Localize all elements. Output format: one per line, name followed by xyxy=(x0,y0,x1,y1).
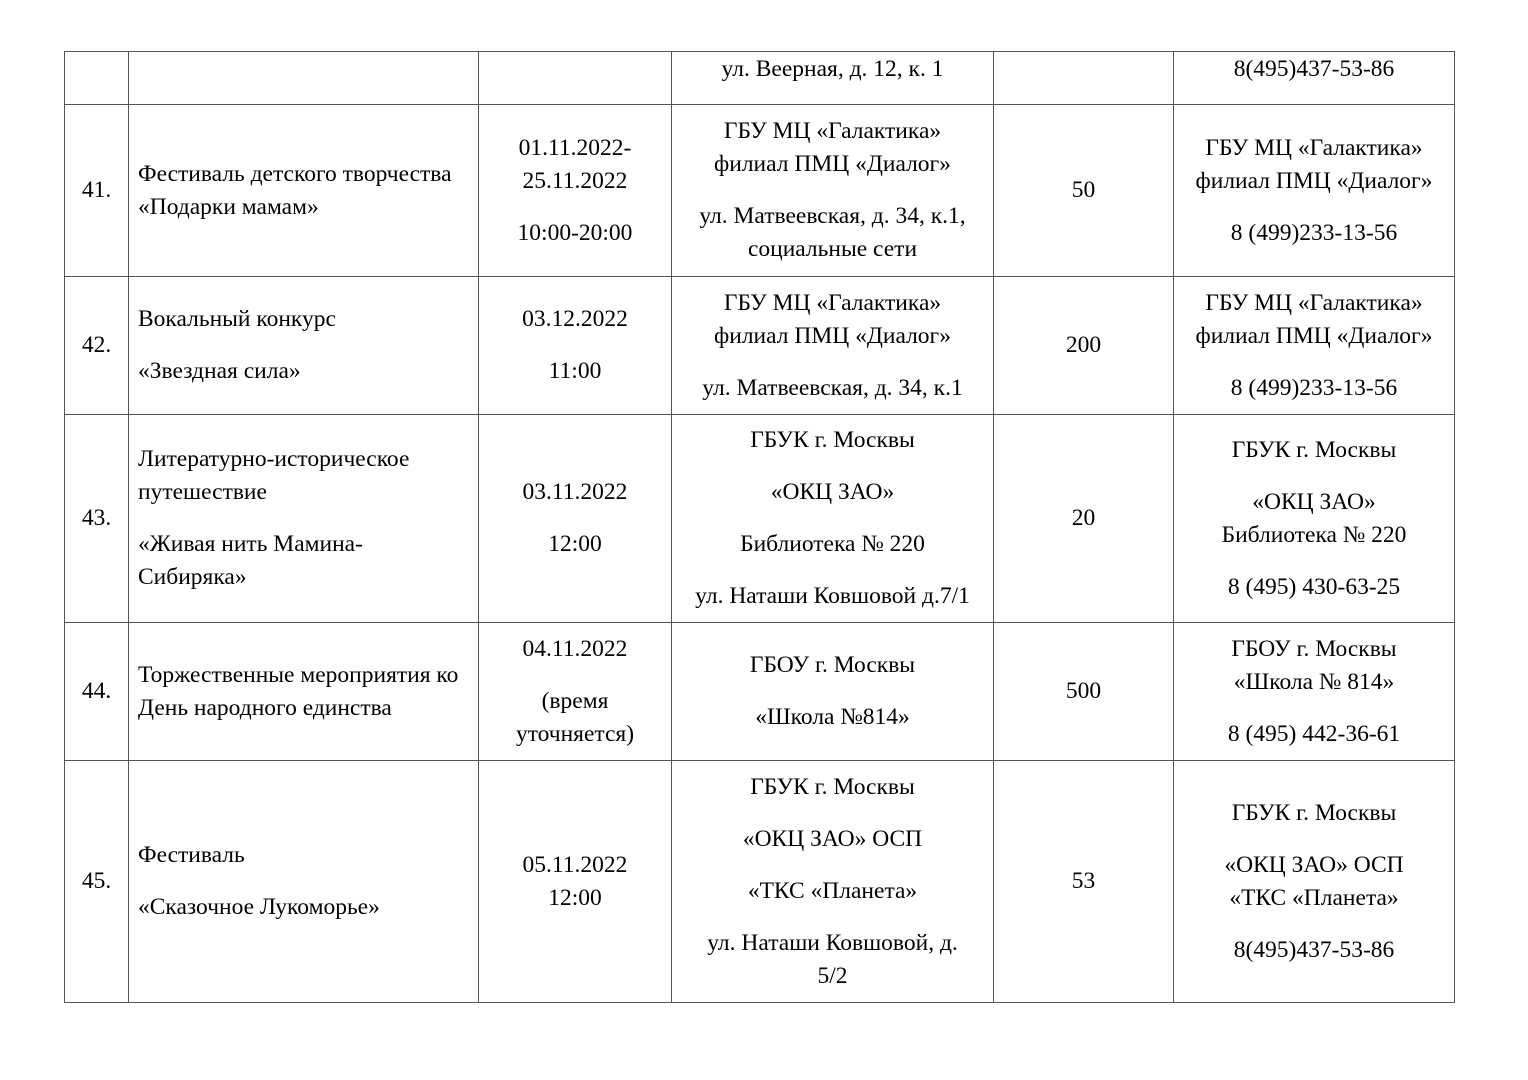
place-line: ГБУ МЦ «Галактика» филиал ПМЦ «Диалог» xyxy=(714,289,951,349)
row-number: 43. xyxy=(65,415,129,623)
event-date xyxy=(479,415,672,623)
table-row xyxy=(65,623,1455,761)
name-line: Торжественные мероприятия ко День народного единства xyxy=(138,661,459,721)
place-line: «ТКС «Планета» xyxy=(747,877,918,904)
table-row xyxy=(65,105,1455,277)
event-place xyxy=(672,277,994,415)
row-number xyxy=(65,52,129,105)
event-place xyxy=(672,415,994,623)
organizer-line: 8(495)437-53-86 xyxy=(1233,56,1395,82)
place-address: ул. Наташи Ковшовой д.7/1 xyxy=(695,583,970,609)
place-line: Библиотека № 220 xyxy=(740,531,925,557)
event-organizer xyxy=(1174,277,1455,415)
place-line: ул. Веерная, д. 12, к. 1 xyxy=(721,56,944,82)
event-organizer xyxy=(1174,52,1455,105)
table-row xyxy=(65,277,1455,415)
event-organizer xyxy=(1174,761,1455,1003)
event-place xyxy=(672,105,994,277)
place-address: ул. Матвеевская, д. 34, к.1, социальные сети xyxy=(699,203,966,262)
participant-count: 20 xyxy=(994,415,1174,623)
organizer-line: ГБОУ г. Москвы «Школа № 814» xyxy=(1231,635,1397,695)
place-address: ул. Наташи Ковшовой, д. 5/2 xyxy=(707,929,958,989)
organizer-phone: 8 (499)233-13-56 xyxy=(1230,374,1398,401)
row-number: 41. xyxy=(65,105,129,277)
date-line: 04.11.2022 xyxy=(522,635,628,662)
name-line: Фестиваль xyxy=(138,842,245,868)
table-row xyxy=(65,415,1455,623)
name-line: Литературно-историческое путешествие xyxy=(138,446,410,505)
row-number: 42. xyxy=(65,277,129,415)
place-line: ГБУК г. Москвы xyxy=(750,427,915,453)
organizer-phone: 8 (499)233-13-56 xyxy=(1230,219,1398,246)
organizer-phone: 8 (495) 430-63-25 xyxy=(1227,573,1401,600)
time-line: 12:00 xyxy=(548,531,602,557)
place-line: ГБУ МЦ «Галактика» филиал ПМЦ «Диалог» xyxy=(714,118,951,177)
event-name xyxy=(129,761,479,1003)
event-organizer xyxy=(1174,105,1455,277)
event-name xyxy=(129,277,479,415)
name-line: «Живая нить Мамина-Сибиряка» xyxy=(138,531,363,590)
time-line: 10:00-20:00 xyxy=(517,219,633,246)
event-date xyxy=(479,277,672,415)
participant-count: 500 xyxy=(994,623,1174,761)
event-date xyxy=(479,623,672,761)
row-number: 45. xyxy=(65,761,129,1003)
participant-count: 53 xyxy=(994,761,1174,1003)
place-line: «ОКЦ ЗАО» xyxy=(770,479,895,505)
event-organizer xyxy=(1174,623,1455,761)
organizer-line: «ОКЦ ЗАО» ОСП «ТКС «Планета» xyxy=(1224,851,1404,911)
organizer-line: ГБУК г. Москвы xyxy=(1231,436,1397,463)
organizer-phone: 8 (495) 442-36-61 xyxy=(1227,720,1401,747)
participant-count: 50 xyxy=(994,105,1174,277)
place-address: ул. Матвеевская, д. 34, к.1 xyxy=(702,374,963,401)
participant-count: 200 xyxy=(994,277,1174,415)
table-row xyxy=(65,52,1455,105)
place-line: «Школа №814» xyxy=(755,704,910,730)
organizer-line: ГБУ МЦ «Галактика» филиал ПМЦ «Диалог» xyxy=(1195,289,1433,349)
time-line: (время уточняется) xyxy=(515,687,635,747)
name-line: «Звездная сила» xyxy=(138,358,301,384)
event-date xyxy=(479,761,672,1003)
place-line: «ОКЦ ЗАО» ОСП xyxy=(742,825,923,852)
organizer-line: «ОКЦ ЗАО» Библиотека № 220 xyxy=(1221,488,1407,548)
name-line: «Сказочное Лукоморье» xyxy=(138,894,380,920)
event-date xyxy=(479,52,672,105)
event-date xyxy=(479,105,672,277)
event-place xyxy=(672,761,994,1003)
event-name xyxy=(129,52,479,105)
place-line: ГБУК г. Москвы xyxy=(750,773,915,800)
event-place xyxy=(672,623,994,761)
event-name xyxy=(129,623,479,761)
name-line: Вокальный конкурс xyxy=(138,306,336,332)
events-table xyxy=(64,51,1455,1003)
place-line: ГБОУ г. Москвы xyxy=(749,652,916,678)
event-name xyxy=(129,415,479,623)
organizer-line: ГБУ МЦ «Галактика» филиал ПМЦ «Диалог» xyxy=(1195,134,1433,194)
table-row xyxy=(65,761,1455,1003)
date-line: 01.11.2022-25.11.2022 xyxy=(518,134,632,194)
time-line: 11:00 xyxy=(548,358,602,384)
name-line: Фестиваль детского творчества «Подарки мамам» xyxy=(138,160,452,220)
date-line: 05.11.2022 12:00 xyxy=(522,851,628,911)
date-line: 03.11.2022 xyxy=(522,479,628,505)
organizer-line: ГБУК г. Москвы xyxy=(1231,799,1397,826)
event-name xyxy=(129,105,479,277)
event-organizer xyxy=(1174,415,1455,623)
event-place xyxy=(672,52,994,105)
participant-count xyxy=(994,52,1174,105)
row-number: 44. xyxy=(65,623,129,761)
date-line: 03.12.2022 xyxy=(522,306,628,332)
organizer-phone: 8(495)437-53-86 xyxy=(1233,936,1395,963)
